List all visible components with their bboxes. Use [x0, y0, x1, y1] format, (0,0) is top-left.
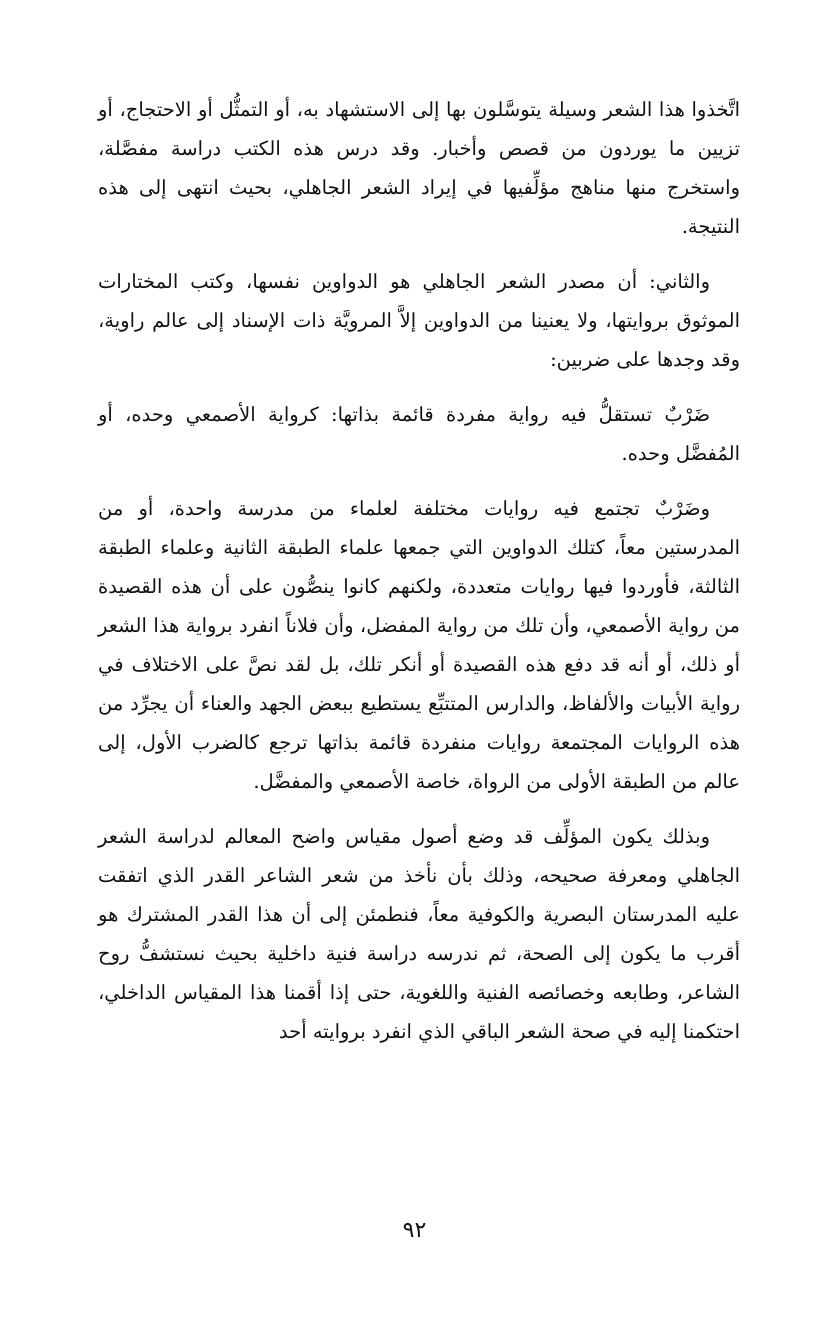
- paragraph-gap: [98, 473, 740, 489]
- paragraph-second-source: والثاني: أن مصدر الشعر الجاهلي هو الدواوين نفسها، وكتب المختارات الموثوق بروايتها، ولا يعنينا من الدواوين إلاَّ المرويَّة ذات الإسناد إلى عالم راوية، وقد وجدها على ضربين:: [98, 270, 740, 371]
- paragraph-first-type: ضَرْبٌ تستقلُّ فيه رواية مفردة قائمة بذاتها: كرواية الأصمعي وحده، أو المُفضَّل وحده.: [98, 403, 740, 465]
- paragraph-gap: [98, 246, 740, 262]
- paragraph-continuation: اتَّخذوا هذا الشعر وسيلة يتوسَّلون بها إلى الاستشهاد به، أو التمثُّل أو الاحتجاج، أو تزيين ما يوردون من قصص وأخبار. وقد درس هذه الكتب دراسة مفصَّلة، واستخرج منها مناهج مؤلِّفيها في إيراد الشعر الجاهلي، بحيث انتهى إلى هذه النتيجة.: [98, 98, 740, 238]
- paragraph-second-type: وضَرْبٌ تجتمع فيه روايات مختلفة لعلماء من مدرسة واحدة، أو من المدرستين معاً، كتلك الدواوين التي جمعها علماء الطبقة الثانية وعلماء الطبقة الثالثة، فأوردوا فيها روايات متعددة، ولكنهم كانوا ينصُّون على أن هذه القصيدة من رواية الأصمعي، وأن تلك من رواية المفضل، وأن فلاناً انفرد برواية هذا الشعر أو ذلك، أو أنه قد دفع هذه القصيدة أو أنكر تلك، بل لقد نصَّ على الاختلاف في رواية الأبيات والألفاظ، والدارس المتتبِّع يستطيع ببعض الجهد والعناء أن يجرِّد من هذه الروايات المجتمعة روايات منفردة قائمة بذاتها ترجع كالضرب الأول، إلى عالم من الطبقة الأولى من الرواة، خاصة الأصمعي والمفضَّل.: [98, 497, 740, 793]
- paragraph-conclusion: وبذلك يكون المؤلِّف قد وضع أصول مقياس واضح المعالم لدراسة الشعر الجاهلي ومعرفة صحيحه، وذلك بأن نأخذ من شعر الشاعر القدر الذي اتفقت عليه المدرستان البصرية والكوفية معاً، فنطمئن إلى أن هذا القدر المشترك هو أقرب ما يكون إلى الصحة، ثم ندرسه دراسة فنية داخلية بحيث نستشفُّ روح الشاعر، وطابعه وخصائصه الفنية واللغوية، حتى إذا أقمنا هذا المقياس الداخلي، احتكمنا إليه في صحة الشعر الباقي الذي انفرد بروايته أحد: [98, 825, 740, 1043]
- paragraph-gap: [98, 379, 740, 395]
- page-number: ٩٢: [402, 1218, 427, 1243]
- page-body: [98, 90, 740, 1051]
- paragraph-gap: [98, 801, 740, 817]
